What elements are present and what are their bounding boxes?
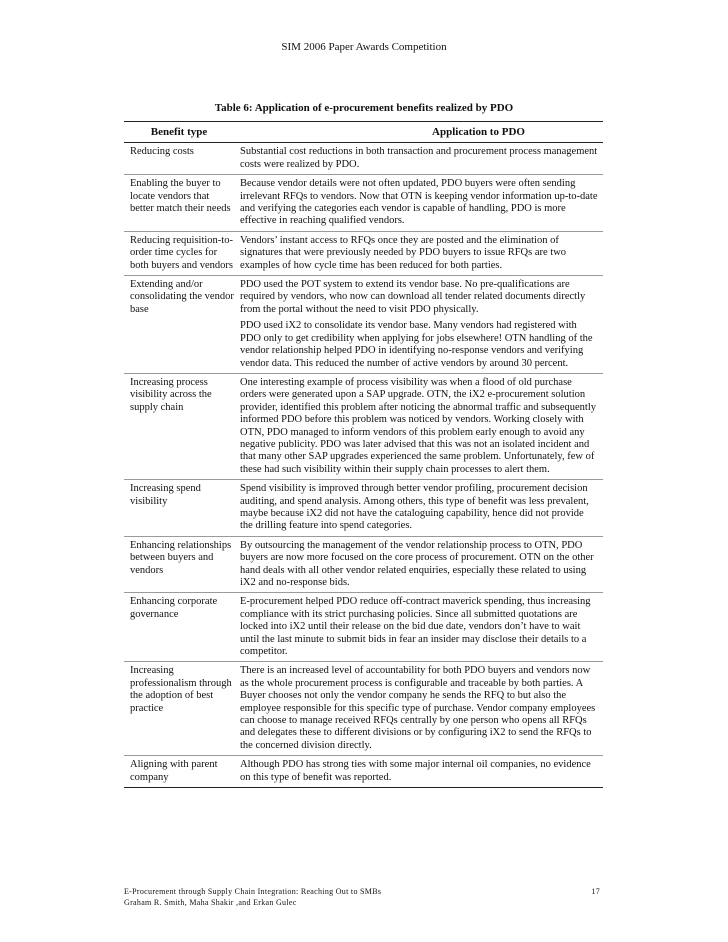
benefits-table	[124, 121, 603, 788]
benefit-type-cell: Reducing requisition-to-order time cycles for both buyers and vendors	[124, 231, 234, 275]
application-paragraph: Although PDO has strong ties with some major internal oil companies, no evidence on this type of benefit was reported.	[240, 759, 591, 783]
benefit-type-cell: Increasing spend visibility	[124, 480, 234, 537]
table-row	[124, 593, 603, 662]
benefit-type-cell: Increasing professionalism through the adoption of best practice	[124, 662, 234, 756]
benefit-type-cell: Enabling the buyer to locate vendors that better match their needs	[124, 175, 234, 232]
application-paragraph: Vendors’ instant access to RFQs once they are posted and the elimination of signatures that were previously needed by PDO buyers to issue RFQs are two examples of how cycle time has been reduced for both parties.	[240, 234, 567, 271]
application-paragraph: Because vendor details were not often updated, PDO buyers were often sending irrelevant RFQs to vendors. Now that OTN is keeping vendor information up-to-date and verifying the categories each vendor is capable of handling, PDO is more effective in reaching qualified vendors.	[240, 178, 598, 227]
page-number: 17	[591, 887, 600, 896]
table-row	[124, 143, 603, 175]
application-cell	[234, 175, 603, 232]
application-paragraph: Spend visibility is improved through better vendor profiling, procurement decision auditing, and spend analysis. Among others, this type of benefit was less prevalent, maybe because iX2 did not have the cataloguing capability, hence did not provide the drilling feature into spend categories.	[240, 483, 589, 532]
application-cell	[234, 662, 603, 756]
application-cell	[234, 276, 603, 374]
benefit-type-cell: Reducing costs	[124, 143, 234, 175]
table-caption: Table 6: Application of e-procurement benefits realized by PDO	[214, 102, 514, 114]
table-row	[124, 756, 603, 788]
application-paragraph: By outsourcing the management of the vendor relationship process to OTN, PDO buyers are now more focused on the core process of procurement. OTN on the other hand deals with all other vendor related enquiries, especially these related to using iX2 and no-response bids.	[240, 539, 594, 588]
column-header-benefit-type: Benefit type	[124, 122, 234, 143]
running-header: SIM 2006 Paper Awards Competition	[281, 41, 447, 53]
benefits-table-container	[124, 121, 603, 788]
benefit-type-cell: Aligning with parent company	[124, 756, 234, 788]
application-paragraph: PDO used iX2 to consolidate its vendor base. Many vendors had registered with PDO only to get credibility when applying for jobs elsewhere! OTN handling of the vendor relationship helped PDO in identifying no-response vendors and verifying vendor data. This reduced the number of active vendors by around 30 percent.	[240, 320, 593, 369]
page-footer	[124, 886, 600, 908]
application-cell	[234, 143, 603, 175]
application-paragraph: E-procurement helped PDO reduce off-contract maverick spending, thus increasing compliance with its strict purchasing policies. Since all submitted quotations are locked into iX2 until their release on the bid due date, vendors don’t have to wait until the last minute to submit bids in fear an insider may disclose their details to a competitor.	[240, 596, 591, 658]
footer-authors: Graham R. Smith, Maha Shakir ,and Erkan Gulec	[124, 898, 297, 907]
table-header-row	[124, 122, 603, 143]
benefit-type-cell: Enhancing corporate governance	[124, 593, 234, 662]
application-cell	[234, 536, 603, 593]
application-cell	[234, 756, 603, 788]
application-paragraph: There is an increased level of accountability for both PDO buyers and vendors now as the whole procurement process is configurable and traceable by both parties. A Buyer chooses not only the vendor company he sends the RFQ to but also the employee responsible for this specific type of purchase. Vendor company employees can choose to manage received RFQs centrally by one person who opens all RFQs and delegates these to different divisions or by configuring iX2 to send the RFQs to the concerned division directly.	[240, 665, 596, 751]
table-body	[124, 143, 603, 788]
application-paragraph: Substantial cost reductions in both transaction and procurement process management costs were realized by PDO.	[240, 146, 598, 170]
footer-paper-title: E-Procurement through Supply Chain Integration: Reaching Out to SMBs	[124, 887, 382, 896]
table-row	[124, 373, 603, 479]
benefit-type-cell: Extending and/or consolidating the vendor base	[124, 276, 234, 374]
table-row	[124, 480, 603, 537]
application-cell	[234, 231, 603, 275]
application-paragraph: PDO used the POT system to extend its vendor base. No pre-qualifications are required by vendors, who now can download all tender related documents directly from the portal without the need to visit PDO physically.	[240, 279, 586, 315]
column-header-application: Application to PDO	[234, 122, 603, 143]
table-row	[124, 175, 603, 232]
application-cell	[234, 373, 603, 479]
benefit-type-cell: Enhancing relationships between buyers and vendors	[124, 536, 234, 593]
application-cell	[234, 480, 603, 537]
table-row	[124, 231, 603, 275]
table-row	[124, 276, 603, 374]
benefit-type-cell: Increasing process visibility across the supply chain	[124, 373, 234, 479]
table-row	[124, 536, 603, 593]
application-paragraph: One interesting example of process visibility was when a flood of old purchase orders were generated upon a SAP upgrade. OTN, the iX2 e-procurement solution provider, identified this problem after noticing the abnormal traffic and subsequently informed PDO before this problem was noticed by vendors. Working closely with OTN, PDO managed to inform vendors of this problem early enough to avoid any negative publicity. PDO was later advised that this was not an isolated incident and that many other SAP upgrades experienced the same problem. Unfortunately, few of these had such visibility within their supply chain processes to alert them.	[240, 376, 596, 475]
application-cell	[234, 593, 603, 662]
table-row	[124, 662, 603, 756]
